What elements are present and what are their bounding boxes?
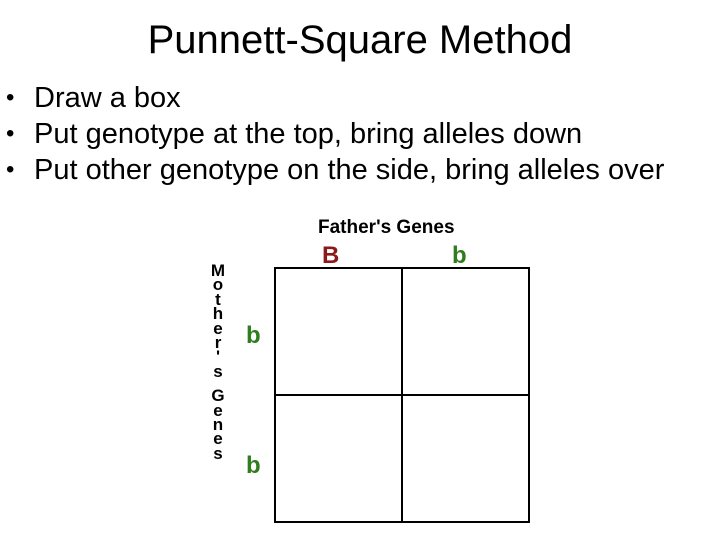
father-allele-dominant: B — [322, 242, 340, 269]
punnett-cell — [402, 395, 529, 522]
mother-allele-bottom: b — [246, 452, 261, 479]
bullet-dot: • — [6, 84, 15, 111]
bullet-list — [0, 80, 700, 188]
mother-label-letter: r — [214, 333, 222, 353]
father-allele-recessive: b — [452, 242, 467, 269]
mother-genes-label — [205, 261, 231, 463]
mother-label-letter: n — [212, 415, 224, 435]
mother-label-letter: t — [215, 289, 221, 309]
mother-label-letter: e — [213, 429, 223, 449]
bullet-text: Put other genotype on the side, bring alleles over — [34, 154, 665, 186]
bullet-item — [0, 116, 700, 152]
mother-label-letter: e — [213, 318, 223, 338]
mother-label-letter: h — [212, 304, 224, 324]
father-genes-label: Father's Genes — [318, 217, 455, 238]
page-title: Punnett-Square Method — [147, 18, 573, 62]
bullet-item — [0, 152, 700, 188]
mother-allele-top: b — [246, 322, 261, 349]
mother-label-letter: M — [210, 261, 226, 280]
bullet-item — [0, 80, 700, 116]
mother-label-letter: ' — [215, 347, 221, 367]
bullet-text: Draw a box — [34, 82, 181, 114]
mother-label-letter: s — [213, 361, 223, 381]
punnett-cell — [275, 395, 402, 522]
bullet-text: Put genotype at the top, bring alleles down — [34, 118, 583, 150]
bullet-dot: • — [6, 156, 15, 183]
mother-label-letter: o — [212, 275, 224, 295]
mother-label-letter: s — [213, 443, 223, 463]
mother-label-letter: e — [213, 400, 223, 420]
punnett-square — [274, 267, 530, 523]
mother-label-letter: G — [211, 386, 225, 406]
punnett-cell — [402, 268, 529, 395]
punnett-cell — [275, 268, 402, 395]
bullet-dot: • — [6, 120, 15, 147]
